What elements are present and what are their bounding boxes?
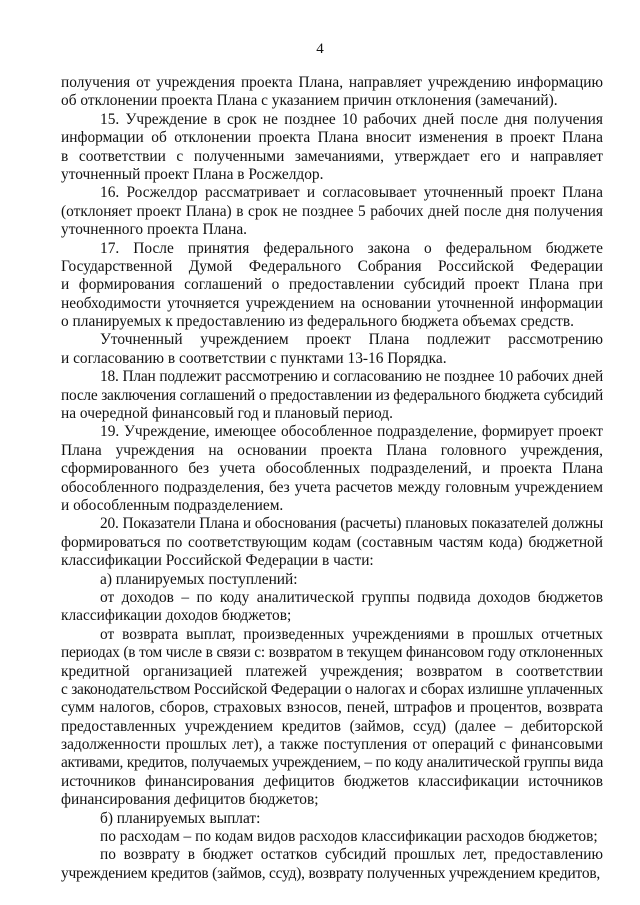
text-line: а) планируемых поступлений: (100, 570, 298, 588)
page-number: 4 (316, 41, 324, 57)
text-line: о планируемых к предоставлению из федерального бюджета объемах средств. (61, 313, 574, 331)
text-line: уточненный проект Плана в Росжелдор. (61, 165, 324, 183)
text-line: необходимости уточняется учреждением на основании уточненной информации (61, 294, 603, 312)
paragraph-p19 (61, 423, 603, 515)
text-line: 16. Росжелдор рассматривает и согласовывает уточненный проект Плана (100, 184, 603, 202)
paragraph-p17 (61, 240, 603, 332)
text-line: учреждением кредитов (займов, ссуд), возврату полученных учреждением кредитов, (61, 864, 601, 882)
text-line: и формирования соглашений о предоставлении субсидий проект Плана при (61, 276, 603, 294)
paragraph-p18 (61, 368, 603, 423)
text-line: от доходов – по коду аналитической группы подвида доходов бюджетов (100, 588, 603, 606)
text-line: 15. Учреждение в срок не позднее 10 рабочих дней после дня получения (100, 110, 603, 128)
text-line: формироваться по соответствующим кодам (составным частям кода) бюджетной (61, 533, 603, 551)
document-body (61, 74, 603, 883)
text-line: в соответствии с полученными замечаниями, утверждает его и направляет (61, 147, 603, 165)
text-line: классификации доходов бюджетов; (61, 607, 292, 625)
text-line: об отклонении проекта Плана с указанием причин отклонения (замечаний). (61, 92, 558, 110)
text-line: предоставленных учреждением кредитов (займов, ссуд) (далее – дебиторской (61, 717, 603, 735)
text-line: Плана учреждения на основании проекта Плана головного учреждения, (61, 441, 603, 459)
paragraph-p20a1 (61, 589, 603, 626)
text-line: обособленного подразделения, без учета расчетов между головным учреждением (61, 478, 603, 496)
text-line: и согласованию в соответствии с пунктами 13-16 Порядка. (61, 349, 447, 367)
text-line: Уточненный учреждением проект Плана подлежит рассмотрению (100, 331, 603, 349)
text-line: кредитной организацией платежей учреждения; возвратом в соответствии (61, 662, 603, 680)
text-line: сформированного без учета обособленных подразделений, и проекта Плана (61, 460, 603, 478)
text-line: от возврата выплат, произведенных учреждениями в прошлых отчетных (100, 625, 603, 643)
text-line: информации об отклонении проекта Плана вносит изменения в проект Плана (61, 129, 603, 147)
paragraph-p20b1 (61, 828, 603, 846)
text-line: активами, кредитов, получаемых учреждением, – по коду аналитической группы вида (61, 754, 603, 772)
text-line: уточненного проекта Плана. (61, 221, 248, 239)
text-line: 19. Учреждение, имеющее обособленное подразделение, формирует проект (100, 423, 603, 441)
text-line: классификации Российской Федерации в части: (61, 552, 374, 570)
text-line: Государственной Думой Федерального Собрания Российской Федерации (61, 257, 603, 275)
text-line: с законодательством Российской Федерации о налогах и сборах излишне уплаченных (61, 680, 603, 698)
text-line: 17. После принятия федерального закона о федеральном бюджете (100, 239, 603, 257)
paragraph-p0 (61, 74, 603, 111)
text-line: финансирования дефицитов бюджетов; (61, 791, 319, 809)
paragraph-p20b2 (61, 846, 603, 883)
paragraph-p17b (61, 331, 603, 368)
text-line: на очередной финансовый год и плановый период. (61, 405, 393, 423)
paragraph-p20a2 (61, 626, 603, 810)
text-line: получения от учреждения проекта Плана, направляет учреждению информацию (61, 74, 603, 91)
paragraph-p20a (61, 571, 603, 589)
paragraph-p16 (61, 184, 603, 239)
text-line: задолженности прошлых лет), а также поступления от операций с финансовыми (61, 736, 603, 754)
text-line: (отклоняет проект Плана) в срок не позднее 5 рабочих дней после дня получения (61, 202, 603, 220)
paragraph-p20b (61, 810, 603, 828)
paragraph-p20 (61, 515, 603, 570)
text-line: б) планируемых выплат: (100, 809, 261, 827)
text-line: после заключения соглашений о предоставлении из федерального бюджета субсидий (61, 386, 603, 404)
text-line: сумм налогов, сборов, страховых взносов, пеней, штрафов и процентов, возврата (61, 699, 603, 717)
paragraph-p15 (61, 111, 603, 185)
text-line: по возврату в бюджет остатков субсидий прошлых лет, предоставлению (100, 846, 603, 864)
text-line: по расходам – по кодам видов расходов классификации расходов бюджетов; (100, 828, 598, 846)
text-line: и обособленным подразделением. (61, 496, 284, 514)
text-line: 20. Показатели Плана и обоснования (расчеты) плановых показателей должны (100, 515, 603, 533)
text-line: 18. План подлежит рассмотрению и согласованию не позднее 10 рабочих дней (100, 368, 603, 386)
text-line: периодах (в том числе в связи с: возвратом в текущем финансовом году отклоненных (61, 644, 603, 662)
text-line: источников финансирования дефицитов бюджетов классификации источников (61, 772, 603, 790)
